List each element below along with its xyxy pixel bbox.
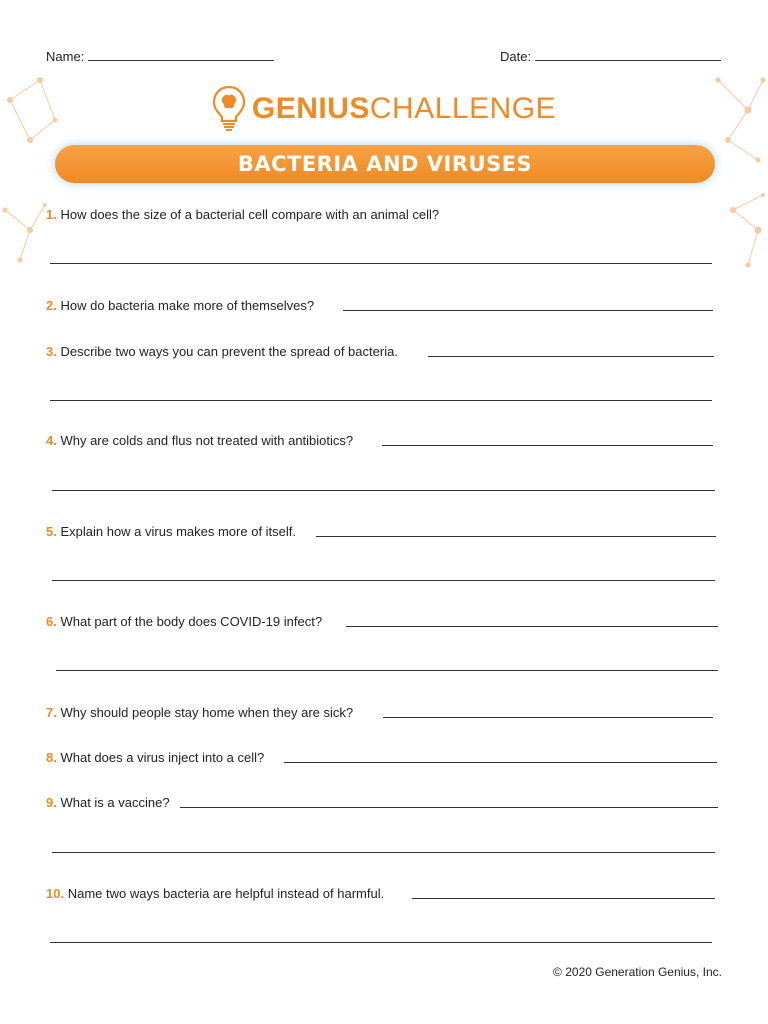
question-9 — [46, 795, 170, 810]
question-5 — [46, 524, 296, 539]
answer-line-4a[interactable] — [382, 445, 713, 446]
answer-line-10b[interactable] — [50, 942, 712, 943]
name-label: Name: — [46, 49, 85, 64]
answer-line-6b[interactable] — [56, 670, 718, 671]
question-text: What does a virus inject into a cell? — [60, 750, 265, 765]
question-10 — [46, 886, 384, 901]
question-number: 9. — [46, 795, 57, 810]
answer-line-5a[interactable] — [316, 536, 716, 537]
question-number: 1. — [46, 207, 57, 222]
question-text: How do bacteria make more of themselves? — [60, 298, 315, 313]
date-label: Date: — [500, 49, 532, 64]
question-number: 7. — [46, 705, 57, 720]
question-text: What part of the body does COVID-19 infect? — [60, 614, 323, 629]
question-text: Why are colds and flus not treated with antibiotics? — [60, 433, 354, 448]
copyright-footer: © 2020 Generation Genius, Inc. — [553, 965, 722, 979]
question-number: 8. — [46, 750, 57, 765]
answer-line-6a[interactable] — [346, 626, 718, 627]
answer-line-9a[interactable] — [180, 807, 718, 808]
brand-light: CHALLENGE — [369, 92, 557, 125]
answer-line-8a[interactable] — [284, 762, 717, 763]
question-text: How does the size of a bacterial cell compare with an animal cell? — [60, 207, 440, 222]
answer-line-7a[interactable] — [383, 717, 713, 718]
question-6 — [46, 614, 322, 629]
question-number: 6. — [46, 614, 57, 629]
answer-line-9b[interactable] — [52, 852, 715, 853]
answer-line-10a[interactable] — [412, 898, 715, 899]
lightbulb-brain-icon — [212, 85, 246, 133]
question-number: 5. — [46, 524, 57, 539]
question-text: Explain how a virus makes more of itself. — [60, 524, 297, 539]
question-number: 3. — [46, 344, 57, 359]
question-number: 4. — [46, 433, 57, 448]
date-line[interactable] — [535, 48, 721, 61]
question-4 — [46, 433, 353, 448]
answer-line-3b[interactable] — [50, 400, 712, 401]
answer-line-3a[interactable] — [428, 356, 714, 357]
question-3 — [46, 344, 398, 359]
question-number: 2. — [46, 298, 57, 313]
answer-line-4b[interactable] — [52, 490, 715, 491]
question-8 — [46, 750, 264, 765]
question-text: Name two ways bacteria are helpful instead of harmful. — [67, 886, 385, 901]
brand-logo — [0, 84, 768, 134]
question-7 — [46, 705, 353, 720]
question-text: Describe two ways you can prevent the spread of bacteria. — [60, 344, 398, 359]
name-line[interactable] — [88, 48, 274, 61]
question-text: What is a vaccine? — [60, 795, 170, 810]
brand-bold: GENIUS — [251, 92, 370, 125]
answer-line-2a[interactable] — [343, 310, 713, 311]
answer-line-1a[interactable] — [50, 263, 712, 264]
brand-wordmark — [252, 92, 556, 126]
name-field[interactable] — [46, 48, 274, 64]
question-1 — [46, 207, 439, 222]
worksheet-title: BACTERIA AND VIRUSES — [237, 152, 533, 176]
question-number: 10. — [46, 886, 65, 901]
title-banner — [55, 145, 715, 183]
date-field[interactable] — [500, 48, 721, 64]
question-2 — [46, 298, 314, 313]
answer-line-5b[interactable] — [52, 580, 715, 581]
question-text: Why should people stay home when they are sick? — [60, 705, 354, 720]
